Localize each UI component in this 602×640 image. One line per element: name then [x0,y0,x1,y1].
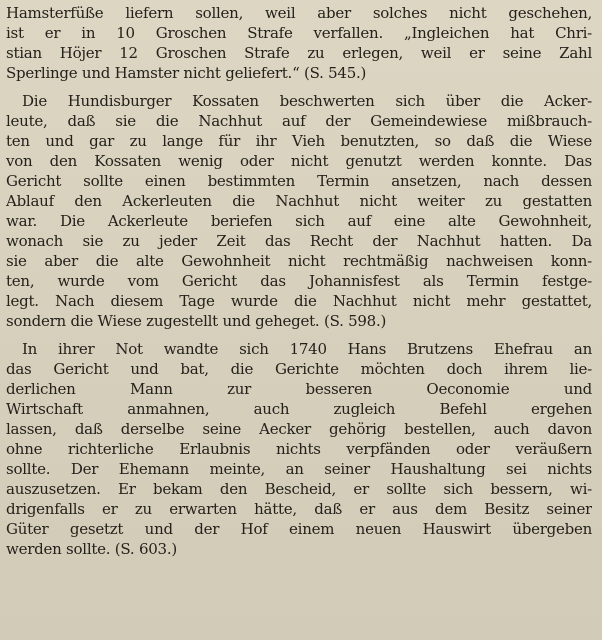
text-block [6,3,592,559]
text-line: sie aber die alte Gewohnheit nicht rechtmäßig nachweisen konn- [6,252,592,270]
text-line: legt. Nach diesem Tage wurde die Nachhut nicht mehr gestattet, [6,292,592,310]
paragraph-gap [6,331,592,339]
text-line: derlichen Mann zur besseren Oeconomie und [6,380,592,398]
text-line: leute, daß sie die Nachhut auf der Gemeindewiese mißbrauch- [6,112,592,130]
text-line: ohne richterliche Erlaubnis nichts verpfänden oder veräußern [6,440,592,458]
text-line: wonach sie zu jeder Zeit das Recht der Nachhut hatten. Da [6,232,592,250]
text-line: war. Die Ackerleute beriefen sich auf eine alte Gewohnheit, [6,212,592,230]
text-line: Wirtschaft anmahnen, auch zugleich Befehl ergehen [6,400,592,418]
text-line: ist er in 10 Groschen Strafe verfallen. „Ingleichen hat Chri- [6,24,592,42]
text-line: ten, wurde vom Gericht das Johannisfest als Termin festge- [6,272,592,290]
paragraph-brutzen-petition [6,339,592,559]
text-line: sondern die Wiese zugestellt und geheget. (S. 598.) [6,312,387,330]
text-line: auszusetzen. Er bekam den Bescheid, er sollte sich bessern, wi- [6,480,592,498]
paragraph-hamster-fine [6,3,592,83]
text-line: von den Kossaten wenig oder nicht genutzt werden konnte. Das [6,152,592,170]
text-line: drigenfalls er zu erwarten hätte, daß er aus dem Besitz seiner [6,500,592,518]
text-line: werden sollte. (S. 603.) [6,540,177,558]
text-line: Die Hundisburger Kossaten beschwerten sich über die Acker- [22,92,592,110]
text-line: das Gericht und bat, die Gerichte möchten doch ihrem lie- [6,360,592,378]
text-line: Sperlinge und Hamster nicht geliefert.“ (S. 545.) [6,64,367,82]
text-line: ten und gar zu lange für ihr Vieh benutzten, so daß die Wiese [6,132,592,150]
text-line: In ihrer Not wandte sich 1740 Hans Brutzens Ehefrau an [22,340,592,358]
text-line: Gericht sollte einen bestimmten Termin ansetzen, nach dessen [6,172,592,190]
text-line: Hamsterfüße liefern sollen, weil aber solches nicht geschehen, [6,4,592,22]
text-line: Ablauf den Ackerleuten die Nachhut nicht weiter zu gestatten [6,192,592,210]
paragraph-gap [6,83,592,91]
paragraph-kossaten-complaint [6,91,592,331]
text-line: lassen, daß derselbe seine Aecker gehörig bestellen, auch davon [6,420,592,438]
text-line: sollte. Der Ehemann meinte, an seiner Haushaltung sei nichts [6,460,592,478]
text-line: stian Höjer 12 Groschen Strafe zu erlegen, weil er seine Zahl [6,44,592,62]
text-line: Güter gesetzt und der Hof einem neuen Hauswirt übergeben [6,520,592,538]
